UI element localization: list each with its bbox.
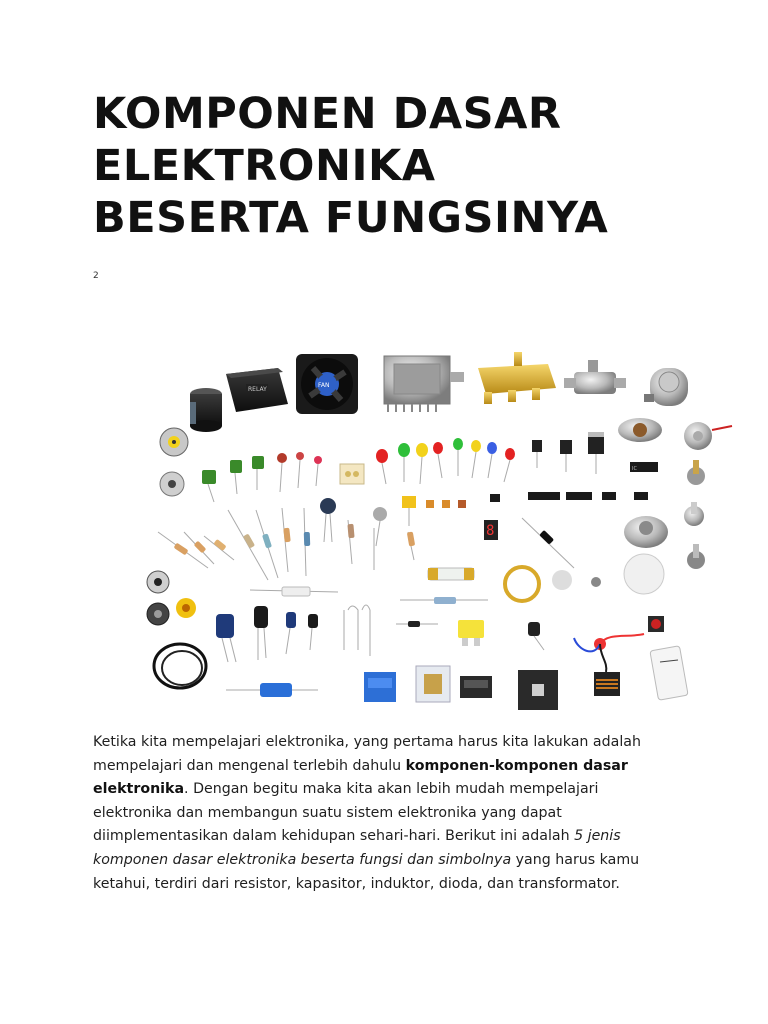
blue-fuse-holder	[226, 683, 318, 697]
small-capacitors-red	[277, 452, 322, 492]
transistors-to92	[532, 432, 604, 474]
ic-label: IC	[632, 466, 637, 472]
blade-fuse	[458, 620, 484, 646]
ceramic-capacitors-green	[202, 456, 264, 502]
small-transformer	[648, 616, 664, 632]
paragraph-text-1: Ketika kita mempelajari elektronika, yang pertama harus kita lakukan adalah mempelajari dan mengenal terlebih dahulu	[93, 734, 641, 774]
paragraph-italic-phrase: 5 jenis komponen dasar elektronika beserta fungsi dan simbolnya	[93, 828, 621, 868]
electrolytic-capacitors-small	[216, 606, 544, 662]
coil-inductor	[160, 428, 188, 456]
wire-leads	[344, 605, 370, 656]
bridge-rectifier	[518, 670, 558, 710]
choke-inductor	[594, 672, 620, 696]
tv-tuner-module	[384, 356, 464, 412]
crystal-oscillators	[160, 472, 184, 496]
wire-coil	[154, 644, 206, 688]
tricolor-led	[574, 634, 644, 672]
rf-splitter	[478, 352, 556, 404]
potentiometers	[684, 460, 705, 569]
coax-tap	[564, 360, 626, 394]
electronic-components-photo	[138, 332, 738, 727]
ic-chips-black	[490, 462, 658, 502]
svg-text:8: 8	[486, 523, 495, 539]
electrolytic-capacitor	[190, 388, 222, 432]
page-number: 2	[93, 271, 99, 281]
blue-relay	[364, 672, 396, 702]
paragraph-text-3: yang harus kamu ketahui, terdiri dari resistor, kapasitor, induktor, dioda, dan transformator.	[93, 851, 640, 892]
intro-paragraph	[93, 731, 673, 896]
power-transistor-to3	[618, 418, 662, 442]
black-relay	[460, 676, 492, 698]
brass-ring	[505, 567, 539, 601]
cooling-fan	[296, 354, 358, 414]
power-relay	[226, 368, 288, 412]
ceramic-block-resistor	[650, 646, 688, 700]
fuse	[428, 568, 474, 580]
resistors	[158, 508, 488, 604]
ic-chip-dil	[340, 464, 364, 484]
dc-motor	[644, 368, 688, 406]
clear-relay	[416, 666, 450, 702]
relay-label: RELAY	[248, 386, 267, 393]
fan-label: FAN	[318, 382, 330, 389]
round-buttons	[147, 571, 196, 625]
leds	[376, 438, 515, 484]
buzzer-motor	[684, 422, 732, 450]
paragraph-text-2: . Dengan begitu maka kita akan lebih mudah mempelajari elektronika dan membangun suatu sistem elektronika yang dapat diimplementasikan dalam kehidupan sehari-hari. Berikut ini adalah	[93, 781, 599, 845]
paragraph-bold-term: komponen-komponen dasar elektronika	[93, 757, 628, 798]
trimmer-and-mic	[552, 516, 668, 594]
page-title: KOMPONEN DASAR ELEKTRONIKA BESERTA FUNGSINYA	[93, 89, 609, 243]
